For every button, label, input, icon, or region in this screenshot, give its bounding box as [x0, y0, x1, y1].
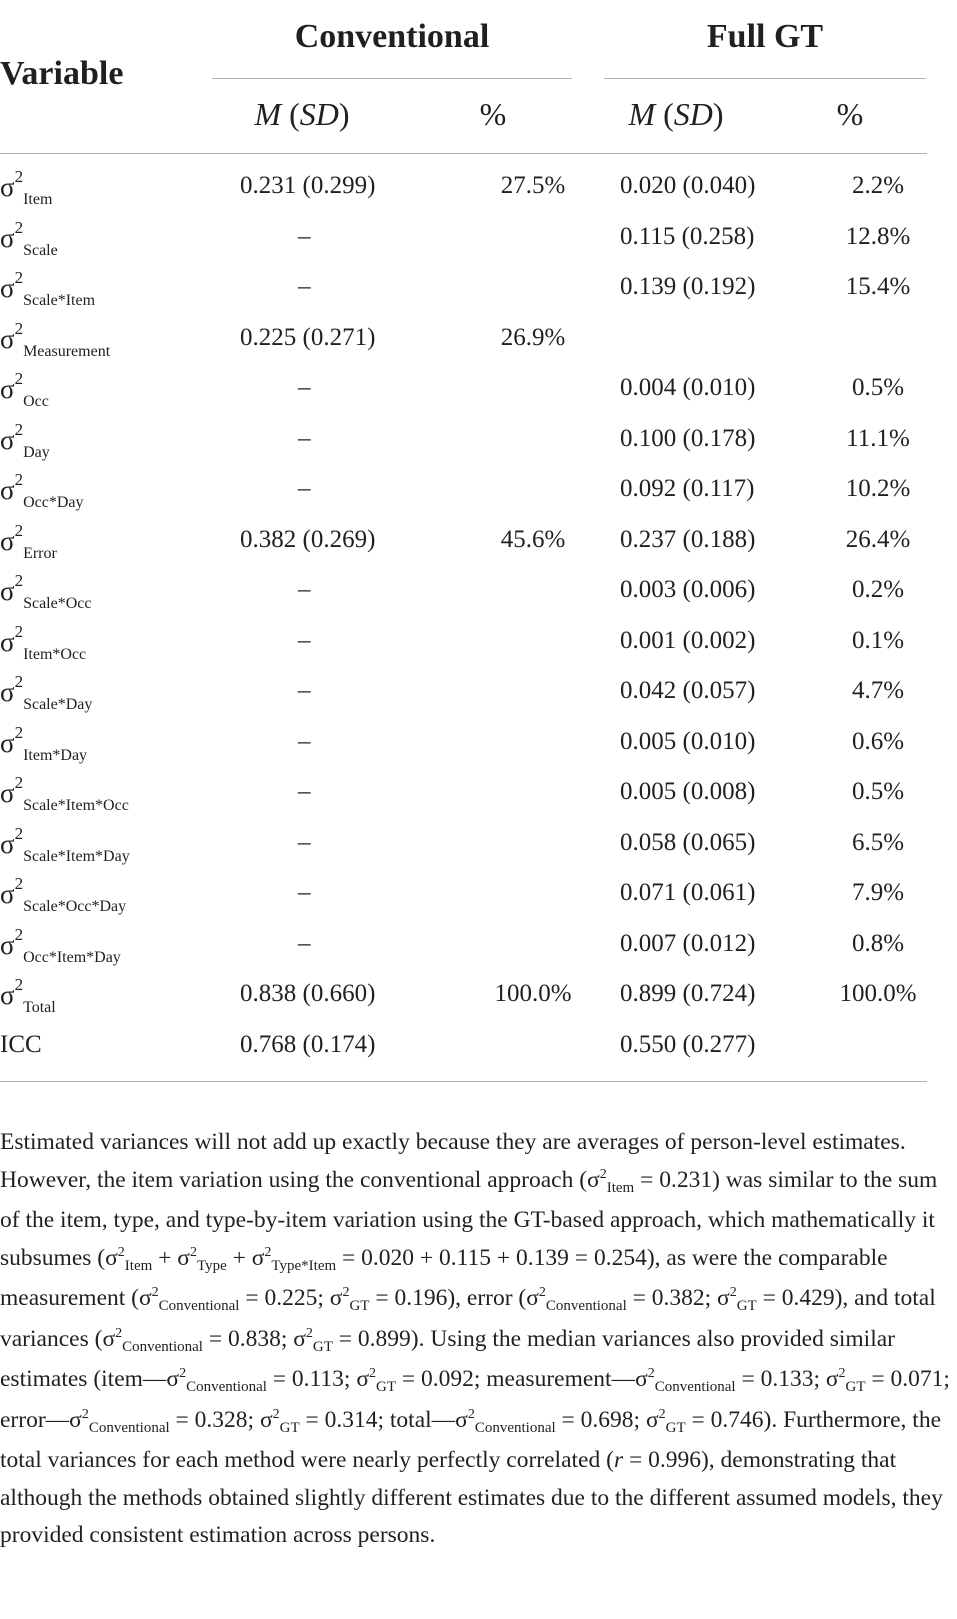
footnote-paragraph	[0, 1124, 950, 1555]
footnote-text: σ	[166, 1366, 180, 1392]
footnote-text: = 0.133; σ	[735, 1366, 839, 1392]
gt-pct-cell: 4.7%	[851, 677, 905, 704]
variable-superscript: 2	[14, 571, 24, 590]
variable-superscript: 2	[14, 924, 24, 944]
header-conv-msd: M (SD)	[254, 96, 350, 132]
table-row	[0, 1019, 957, 1071]
footnote-text: = 0.092; measurement—	[396, 1366, 636, 1392]
header-conventional: Conventional	[294, 18, 490, 55]
footnote-subscript: Conventional	[186, 1379, 267, 1395]
variable-subscript: Occ	[23, 393, 49, 410]
footnote-text: = 0.196), error (	[369, 1285, 527, 1311]
table-row	[0, 817, 957, 869]
variable-symbol: σ	[0, 828, 15, 859]
gt-pct-cell: 0.1%	[851, 626, 905, 654]
header-conv-pct: %	[479, 96, 507, 132]
row-variable	[0, 167, 53, 208]
footnote-text: σ	[105, 1244, 118, 1271]
sd-label: SD	[673, 96, 713, 132]
table-row	[0, 413, 957, 465]
footnote-superscript: 2	[151, 1285, 159, 1300]
footnote-text: + σ	[152, 1244, 190, 1271]
variable-superscript: 2	[14, 268, 24, 287]
variable-superscript: 2	[14, 369, 24, 388]
footnote-superscript: 2	[538, 1285, 546, 1300]
m-label: M	[254, 96, 282, 132]
table-row	[0, 514, 957, 566]
header-gt-pct: %	[836, 96, 864, 132]
gt-pct-cell: 0.5%	[851, 374, 905, 401]
footnote-subscript: Conventional	[545, 1298, 627, 1314]
row-variable	[0, 672, 93, 713]
variable-superscript: 2	[14, 318, 24, 338]
conventional-pct-cell: 100.0%	[494, 980, 572, 1007]
footnote-subscript: Conventional	[654, 1379, 736, 1395]
footnote-subscript: Item	[124, 1257, 153, 1274]
footnote-subscript: Conventional	[88, 1419, 170, 1436]
variable-symbol: σ	[0, 677, 15, 707]
row-variable	[0, 419, 50, 461]
variable-symbol: σ	[0, 273, 15, 303]
gt-msd-cell: 0.058 (0.065)	[620, 828, 756, 856]
footnote-subscript: Type	[196, 1257, 227, 1274]
footnote-superscript: 2	[115, 1325, 123, 1341]
footnote-text: = 0.231) was similar to the sum of the item, type, and type-by-item variation using the GT-based approach, which mathematically it subsumes (	[0, 1166, 938, 1271]
table-bottom-rule	[0, 1081, 927, 1082]
footnote-text: σ	[587, 1166, 600, 1193]
table-row	[0, 564, 957, 616]
footnote-superscript: 2	[599, 1166, 607, 1182]
variable-subscript: Item*Occ	[23, 645, 87, 663]
row-variable	[0, 520, 57, 562]
conventional-msd-cell: –	[298, 727, 311, 755]
conventional-msd-cell: –	[298, 677, 311, 704]
variable-subscript: Measurement	[23, 342, 111, 360]
table-row	[0, 463, 957, 515]
conventional-msd-cell: 0.838 (0.660)	[240, 980, 376, 1007]
table-footnote	[0, 1124, 950, 1555]
table-row	[0, 716, 957, 768]
footnote-superscript: 2	[838, 1366, 846, 1381]
footnote-superscript: 2	[369, 1366, 376, 1381]
gt-msd-cell: 0.005 (0.010)	[620, 727, 756, 755]
footnote-superscript: 2	[189, 1244, 197, 1260]
gt-pct-cell: 0.8%	[851, 929, 905, 957]
footnote-subscript: Conventional	[122, 1338, 203, 1355]
header-conventional-underline	[212, 78, 572, 79]
gt-msd-cell: 0.001 (0.002)	[620, 626, 756, 654]
footnote-superscript: 2	[647, 1366, 655, 1381]
row-variable	[0, 823, 130, 865]
footnote-superscript: 2	[179, 1366, 187, 1381]
conventional-msd-cell: –	[298, 222, 311, 250]
conventional-msd-cell: –	[298, 424, 311, 452]
header-divider	[0, 153, 927, 154]
conventional-pct-cell: 26.9%	[500, 323, 566, 351]
row-variable	[0, 571, 92, 612]
footnote-subscript: Item	[606, 1179, 635, 1196]
conventional-msd-cell: –	[298, 576, 311, 603]
row-variable	[0, 217, 58, 259]
variable-subscript: Day	[23, 443, 50, 461]
variable-symbol: ICC	[0, 1030, 42, 1058]
footnote-superscript: 2	[342, 1285, 350, 1300]
variable-subscript: Scale*Occ*Day	[23, 898, 127, 915]
footnote-text: = 0.328; σ	[169, 1406, 273, 1433]
footnote-superscript: 2	[264, 1244, 272, 1260]
footnote-superscript: 2	[117, 1244, 125, 1260]
gt-msd-cell: 0.003 (0.006)	[620, 576, 756, 603]
footnote-text: + σ	[226, 1244, 265, 1271]
header-variable: Variable	[0, 55, 124, 92]
variable-subscript: Scale*Item*Occ	[23, 797, 129, 814]
footnote-subscript: Conventional	[158, 1298, 240, 1314]
conventional-msd-cell: 0.231 (0.299)	[240, 172, 376, 199]
header-full-gt: Full GT	[706, 18, 824, 55]
row-variable	[0, 722, 88, 764]
conventional-msd-cell: –	[298, 879, 311, 906]
footnote-text: = 0.996), demonstrating that although the methods obtained slightly different estimates due to the different assumed models, they provided consistent estimation across persons.	[0, 1447, 943, 1548]
variable-symbol: σ	[0, 576, 15, 606]
variable-superscript: 2	[14, 975, 24, 994]
gt-pct-cell: 10.2%	[845, 475, 911, 502]
conventional-msd-cell: –	[298, 778, 311, 805]
variable-symbol: σ	[0, 222, 15, 253]
footnote-text: σ	[455, 1406, 468, 1433]
footnote-text: Estimated variances will not add up exactly because they are averages of person-level estimates. However, the item variation using the conventional approach (	[0, 1129, 906, 1193]
gt-pct-cell: 26.4%	[845, 525, 911, 553]
footnote-subscript: GT	[279, 1419, 300, 1436]
table-row	[0, 968, 957, 1020]
gt-msd-cell: 0.092 (0.117)	[620, 475, 755, 502]
footnote-text: = 0.225; σ	[239, 1285, 343, 1311]
variable-subscript: Error	[23, 544, 57, 562]
table-row	[0, 766, 957, 818]
conventional-msd-cell: –	[298, 374, 311, 401]
footnote-superscript: 2	[729, 1285, 737, 1300]
footnote-subscript: GT	[665, 1419, 686, 1436]
conventional-msd-cell: –	[298, 828, 311, 856]
gt-msd-cell: 0.550 (0.277)	[620, 1030, 756, 1058]
gt-pct-cell: 100.0%	[839, 980, 917, 1007]
footnote-superscript: 2	[305, 1325, 313, 1341]
row-variable	[0, 874, 127, 915]
footnote-subscript: GT	[312, 1338, 333, 1355]
footnote-superscript: 2	[467, 1406, 475, 1422]
gt-pct-cell: 0.5%	[851, 778, 905, 805]
table-row	[0, 615, 957, 667]
conventional-msd-cell: 0.382 (0.269)	[240, 525, 376, 553]
footnote-text: = 0.071; error—σ	[0, 1366, 950, 1433]
footnote-italic: r	[613, 1447, 624, 1473]
footnote-text: σ	[102, 1325, 116, 1352]
footnote-text: σ	[635, 1366, 648, 1392]
footnote-text: = 0.746). Furthermore, the total variances for each method were nearly perfectly correlated (	[0, 1406, 942, 1473]
table-row	[0, 261, 957, 313]
footnote-text: = 0.899). Using the median variances also provided similar estimates (item—	[0, 1325, 895, 1392]
footnote-text: = 0.838; σ	[202, 1325, 306, 1352]
footnote-text: = 0.698; σ	[555, 1406, 659, 1433]
footnote-text: σ	[138, 1285, 152, 1311]
conventional-msd-cell: –	[298, 929, 311, 957]
footnote-subscript: GT	[845, 1379, 866, 1395]
variable-symbol: σ	[0, 626, 15, 657]
variable-subscript: Scale*Occ	[23, 595, 92, 612]
variable-subscript: Scale*Item	[23, 292, 96, 309]
footnote-subscript: GT	[376, 1379, 396, 1395]
gt-pct-cell: 0.2%	[851, 576, 905, 603]
variable-superscript: 2	[14, 722, 24, 742]
row-variable	[0, 975, 56, 1016]
gt-pct-cell: 11.1%	[846, 424, 910, 452]
conventional-msd-cell: –	[298, 626, 311, 654]
gt-pct-cell: 6.5%	[851, 828, 905, 856]
variable-symbol: σ	[0, 778, 15, 808]
footnote-text: = 0.429), and total variances (	[0, 1285, 936, 1352]
gt-msd-cell: 0.042 (0.057)	[620, 677, 756, 704]
footnote-text: = 0.382; σ	[626, 1285, 730, 1311]
row-variable	[0, 924, 121, 966]
row-variable	[0, 369, 49, 410]
gt-msd-cell: 0.115 (0.258)	[620, 222, 755, 250]
header-gt-msd: M (SD)	[628, 96, 724, 132]
variable-symbol: σ	[0, 879, 15, 909]
variable-symbol: σ	[0, 475, 15, 505]
variable-subscript: Occ*Day	[23, 494, 84, 511]
gt-pct-cell: 12.8%	[845, 222, 911, 250]
variable-superscript: 2	[14, 470, 24, 489]
footnote-subscript: Conventional	[474, 1419, 556, 1436]
conventional-pct-cell: 27.5%	[500, 172, 566, 199]
footnote-superscript: 2	[658, 1406, 666, 1422]
variable-subscript: Scale	[23, 241, 58, 259]
gt-pct-cell: 0.6%	[851, 727, 905, 755]
variable-symbol: σ	[0, 980, 15, 1010]
conventional-msd-cell: –	[298, 273, 311, 300]
footnote-text: = 0.113; σ	[266, 1366, 369, 1392]
variable-symbol: σ	[0, 929, 15, 960]
gt-msd-cell: 0.100 (0.178)	[620, 424, 756, 452]
gt-msd-cell: 0.139 (0.192)	[620, 273, 756, 300]
gt-pct-cell: 7.9%	[851, 879, 905, 906]
variable-symbol: σ	[0, 424, 15, 455]
footnote-superscript: 2	[272, 1406, 280, 1422]
variable-subscript: Occ*Item*Day	[23, 948, 121, 966]
gt-pct-cell: 2.2%	[851, 172, 905, 199]
gt-msd-cell: 0.007 (0.012)	[620, 929, 756, 957]
variable-symbol: σ	[0, 727, 15, 758]
table-row	[0, 211, 957, 263]
table-row	[0, 665, 957, 717]
variable-symbol: σ	[0, 172, 15, 202]
header-full-gt-underline	[604, 78, 926, 79]
footnote-superscript: 2	[81, 1406, 89, 1422]
conventional-pct-cell: 45.6%	[500, 525, 566, 553]
variable-superscript: 2	[14, 823, 24, 843]
variable-superscript: 2	[14, 419, 24, 439]
table-row	[0, 918, 957, 970]
sd-label: SD	[299, 96, 339, 132]
row-variable	[0, 268, 96, 309]
m-label: M	[628, 96, 656, 132]
footnote-subscript: Type*Item	[271, 1257, 337, 1274]
variable-superscript: 2	[14, 874, 24, 893]
table-row	[0, 867, 957, 919]
gt-msd-cell: 0.237 (0.188)	[620, 525, 756, 553]
variable-symbol: σ	[0, 525, 15, 556]
gt-msd-cell: 0.899 (0.724)	[620, 980, 756, 1007]
gt-pct-cell: 15.4%	[845, 273, 911, 300]
variable-superscript: 2	[14, 621, 24, 641]
table-row	[0, 160, 957, 212]
table-row	[0, 362, 957, 414]
variable-superscript: 2	[14, 520, 24, 540]
footnote-text: σ	[526, 1285, 539, 1311]
variable-superscript: 2	[14, 167, 24, 186]
table-row	[0, 312, 957, 364]
variable-subscript: Item	[23, 191, 53, 208]
variable-superscript: 2	[14, 672, 24, 691]
footnote-subscript: GT	[736, 1298, 757, 1314]
variable-superscript: 2	[14, 217, 24, 237]
gt-msd-cell: 0.071 (0.061)	[620, 879, 756, 906]
footnote-text: = 0.020 + 0.115 + 0.139 = 0.254), as were the comparable measurement (	[0, 1244, 888, 1311]
gt-msd-cell: 0.004 (0.010)	[620, 374, 756, 401]
variable-subscript: Item*Day	[23, 746, 88, 764]
row-variable	[0, 773, 129, 814]
conventional-msd-cell: 0.225 (0.271)	[240, 323, 376, 351]
gt-msd-cell: 0.020 (0.040)	[620, 172, 756, 199]
row-variable	[0, 1031, 42, 1059]
footnote-text: = 0.314; total—	[299, 1406, 456, 1433]
variable-subscript: Scale*Day	[23, 696, 93, 713]
variable-symbol: σ	[0, 374, 15, 404]
variable-subscript: Scale*Item*Day	[23, 847, 130, 865]
row-variable	[0, 621, 87, 663]
footnote-subscript: GT	[349, 1298, 370, 1314]
gt-msd-cell: 0.005 (0.008)	[620, 778, 756, 805]
variable-symbol: σ	[0, 323, 15, 354]
variable-superscript: 2	[14, 773, 24, 792]
row-variable	[0, 470, 84, 511]
conventional-msd-cell: –	[298, 475, 311, 502]
row-variable	[0, 318, 111, 360]
conventional-msd-cell: 0.768 (0.174)	[240, 1030, 376, 1058]
variable-subscript: Total	[23, 999, 56, 1016]
